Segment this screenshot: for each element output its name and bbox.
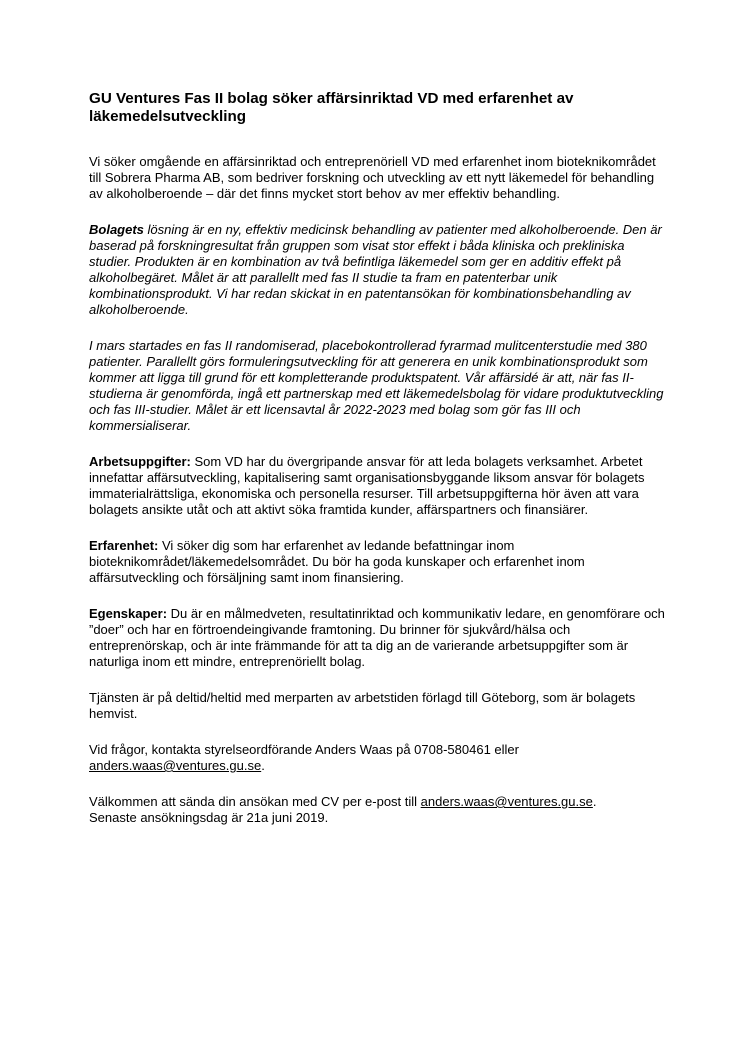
intro-paragraph: Vi söker omgående en affärsinriktad och entreprenöriell VD med erfarenhet inom bioteknikområdet till Sobrera Pharma AB, som bedriver forskning och utveckling av ett nytt läkemedel för behandling av alkoholberoende – där det finns mycket stort behov av mer effektiv behandling. [89,154,656,201]
solution-text: lösning är en ny, effektiv medicinsk behandling av patienter med alkoholberoende. Den är baserad på forskningresultat från gruppen som visat stor effekt i båda kliniska och prekliniska studier. Produkten är en kombination av två befintliga läkemedel som ger en additiv effekt på alkoholbegäret. Målet är att parallellt med fas II studie ta fram en patenterbar unik kombinationsprodukt. Vi har redan skickat in en patentansökan för kombinationsbehandling av alkoholberoende. [89,222,662,317]
contact-paragraph [89,742,669,774]
page-title: GU Ventures Fas II bolag söker affärsinriktad VD med erfarenhet av läkemedelsutveckling [89,90,574,125]
apply-deadline: Senaste ansökningsdag är 21a juni 2019. [89,810,329,825]
solution-paragraph [89,222,669,318]
tasks-text: Som VD har du övergripande ansvar för att leda bolagets verksamhet. Arbetet innefattar affärsutveckling, kapitalisering samt organisationsbyggande liksom ansvar för bolagets immaterialrättsliga, ekonomiska och personella resurser. Till arbetsuppgifterna hör även att vara bolagets ansikte utåt och att aktivt söka framtida kunder, affärspartners och finansiärer. [89,454,645,517]
contact-end: . [261,758,265,773]
experience-label: Erfarenhet: [89,538,159,553]
tasks-label: Arbetsuppgifter: [89,454,191,469]
apply-paragraph [89,794,669,826]
contact-text: Vid frågor, kontakta styrelseordförande Anders Waas på 0708-580461 eller [89,742,519,757]
position-paragraph: Tjänsten är på deltid/heltid med merparten av arbetstiden förlagd till Göteborg, som är bolagets hemvist. [89,690,636,721]
study-paragraph: I mars startades en fas II randomiserad, placebokontrollerad fyrarmad mulitcenterstudie med 380 patienter. Parallellt görs formuleringsutveckling för att generera en unik kombinationsprodukt som kommer att ligga till grund för ett kompletterande produktspatent. Vår affärsidé är att, när fas II-studierna är genomförda, ingå ett partnerskap med ett läkemedelsbolag för vidare produktutveckling och fas III-studier. Målet är ett licensavtal år 2022-2023 med bolag som gör fas III och kommersialiserar. [89,338,664,433]
qualities-label: Egenskaper: [89,606,168,621]
tasks-paragraph [89,454,669,518]
experience-paragraph [89,538,669,586]
qualities-paragraph [89,606,669,670]
apply-end: . [592,794,597,809]
qualities-text: Du är en målmedveten, resultatinriktad och kommunikativ ledare, en genomförare och ”doer” och har en förtroendeingivande framtoning. Du brinner för sjukvård/hälsa och entreprenörskap, och är inte främmande för att ta dig an de varierande arbetsuppgifter som är naturliga inom ett mindre, entreprenöriellt bolag. [89,606,665,669]
document-page [89,90,669,846]
apply-email-link[interactable]: anders.waas@ventures.gu.se [420,794,593,809]
contact-email-link[interactable]: anders.waas@ventures.gu.se [89,758,262,773]
experience-text: Vi söker dig som har erfarenhet av ledande befattningar inom bioteknikområdet/läkemedelsområdet. Du bör ha goda kunskaper och erfarenhet inom affärsutveckling och försäljning samt inom finansiering. [89,538,585,585]
apply-text: Välkommen att sända din ansökan med CV per e-post till [89,794,421,809]
solution-lead: Bolagets [89,222,144,237]
